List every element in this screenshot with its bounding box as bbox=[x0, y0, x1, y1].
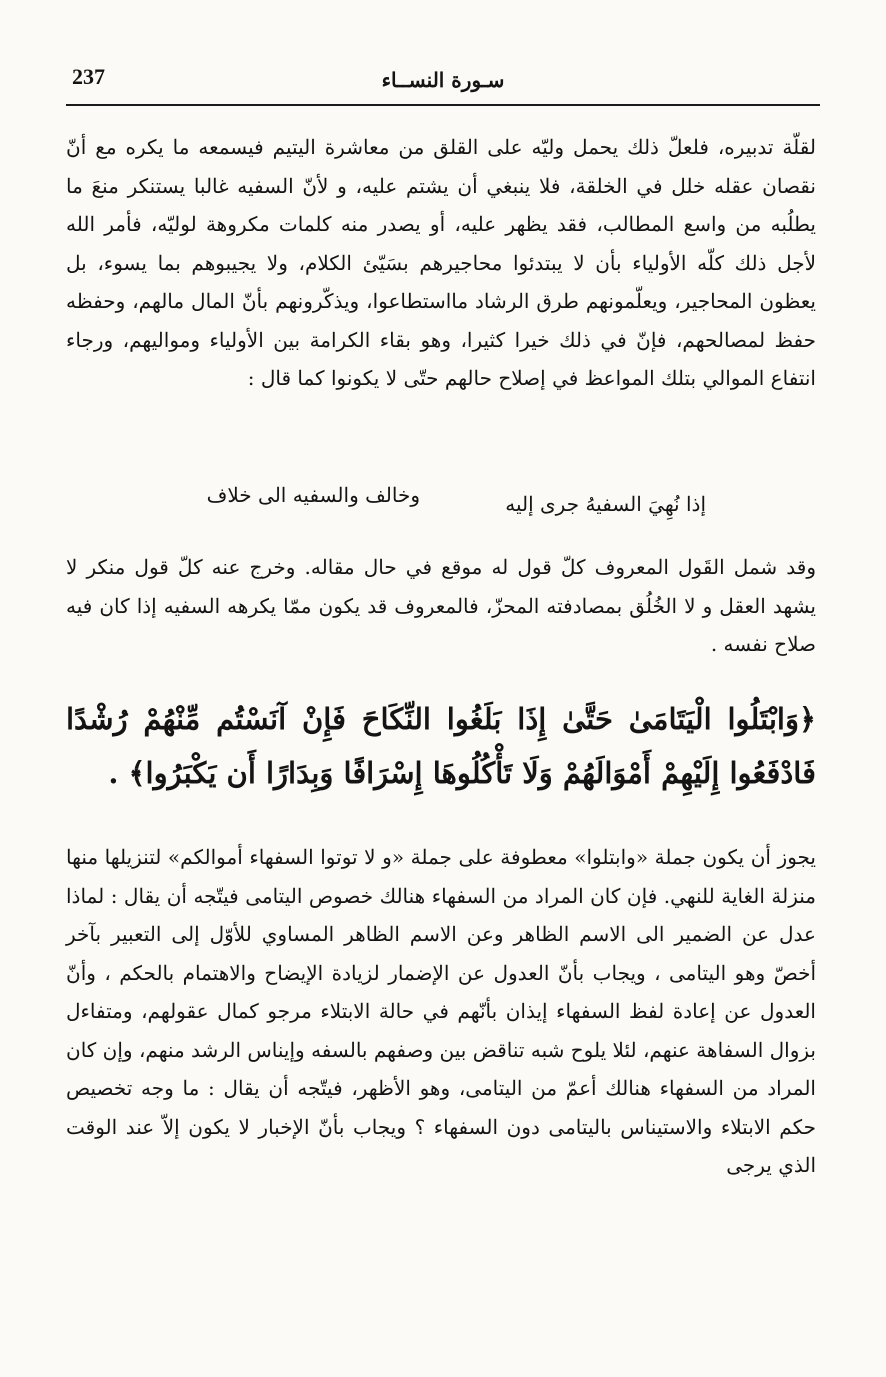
poem-hemistich-1: إذا نُهِيَ السفيهُ جرى إليه bbox=[505, 492, 706, 516]
paragraph-2: وقد شمل القَول المعروف كلّ قول له موقع في حال مقاله. وخرج عنه كلّ قول منكر لا يشهد العقل و لا الخُلُق بمصادفته المحزّ، فالمعروف قد يكون ممّا يكرهه السفيه إذا كان فيه صلاح نفسه . bbox=[66, 555, 816, 656]
paragraph-3: يجوز أن يكون جملة «وابتلوا» معطوفة على جملة «و لا توتوا السفهاء أموالكم» لتنزيلها منها منزلة الغاية للنهي. فإن كان المراد من السفهاء هنالك خصوص اليتامى فيتّجه أن يقال : لماذا عدل عن الضمير الى الاسم الظاهر وعن الاسم الظاهر المساوي للأوّل إلى التعبير بآخر أخصّ وهو اليتامى ، ويجاب بأنّ العدول عن الإضمار لزيادة الإيضاح والاهتمام بالحكم ، وأنّ العدول عن إعادة لفظ السفهاء إيذان بأنّهم في حالة الابتلاء مرجو كمال عقولهم، ومتفاءل بزوال السفاهة عنهم، لئلا يلوح شبه تناقض بين وصفهم بالسفه وإيناس الرشد منهم، وإن كان المراد من السفهاء هنالك أعمّ من اليتامى، وهو الأظهر، فيتّجه أن يقال : ما وجه تخصيص حكم الابتلاء والاستيناس باليتامى دون السفهاء ؟ ويجاب بأنّ الإخبار لا يكون إلاّ عند الوقت الذي يرجى bbox=[66, 845, 816, 1177]
paragraph-1: لقلّة تدبيره، فلعلّ ذلك يحمل وليّه على القلق من معاشرة اليتيم فيسمعه ما يكره مع أنّ نقصان عقله خلل في الخلقة، فلا ينبغي أن يشتم عليه، و لأنّ السفيه غالبا يستنكر منعَ ما يطلُبه من واسع المطالب، فقد يظهر عليه، أو يصدر منه كلمات مكروهة لوليّه، فأمر الله لأجل ذلك كلّه الأولياء بأن لا يبتدئوا محاجيرهم بسَيّئ الكلام، ولا يجيبوهم بما يسوء، بل يعظون المحاجير، ويعلّمونهم طرق الرشاد مااستطاعوا، ويذكّرونهم بأنّ المال مالهم، وحفظه حفظ لمصالحهم، فإنّ في ذلك خيرا كثيرا، وهو بقاء الكرامة بين الأولياء ومواليهم، ورجاء انتفاع الموالي بتلك المواعظ في إصلاح حالهم حتّى لا يكونوا كما قال : bbox=[66, 135, 816, 390]
page-header bbox=[66, 58, 820, 106]
poem-hemistich-2: وخالف والسفيه الى خلاف bbox=[206, 483, 420, 507]
quran-verse: ﴿وَابْتَلُوا الْيَتَامَىٰ حَتَّىٰ إِذَا بَلَغُوا النِّكَاحَ فَإِنْ آنَسْتُم مِّنْهُمْ رُشْدًا فَادْفَعُوا إِلَيْهِمْ أَمْوَالَهُمْ وَلَا تَأْكُلُوهَا إِسْرَافًا وَبِدَارًا أَن يَكْبَرُوا﴾ . bbox=[66, 702, 816, 790]
surah-title: سـورة النســاء bbox=[381, 68, 505, 92]
page-number: 237 bbox=[72, 64, 105, 89]
